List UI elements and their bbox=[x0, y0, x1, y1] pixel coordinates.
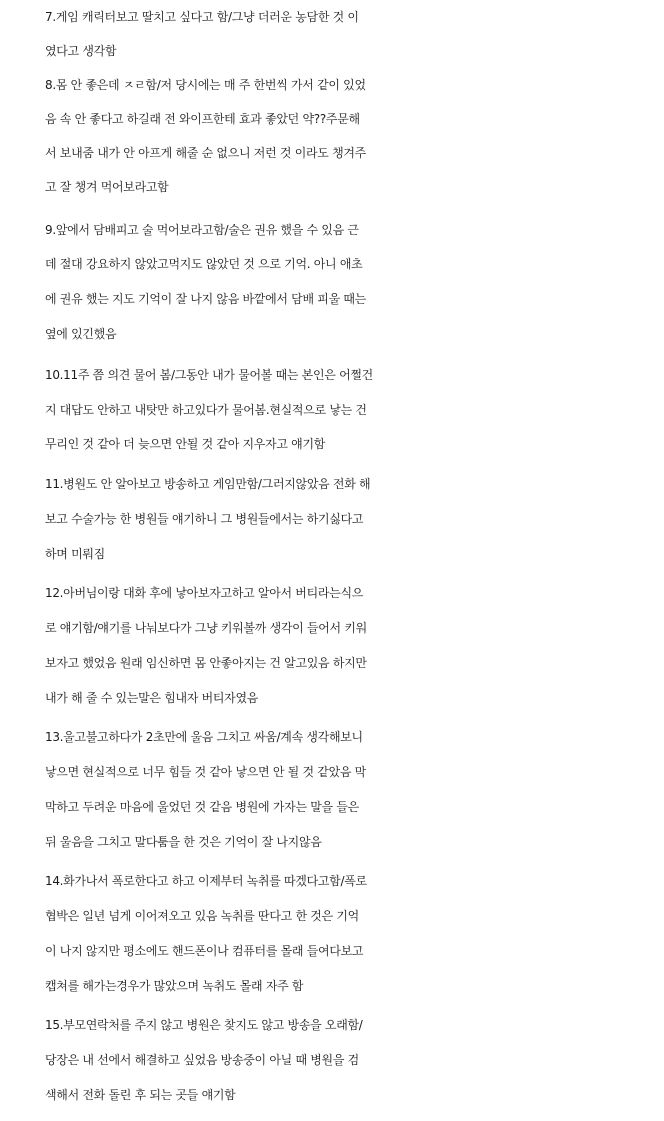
text-line: 8.몸 안 좋은데 ㅈㄹ함/저 당시에는 매 주 한번씩 가서 같이 있었 bbox=[45, 78, 366, 92]
text-line: 서 보내줌 내가 안 아프게 해줄 순 없으니 저런 것 이라도 챙겨주 bbox=[45, 146, 366, 160]
text-line: 10.11주 쯤 의견 물어 봄/그동안 내가 물어볼 때는 본인은 어쩔건 bbox=[45, 368, 373, 382]
text-line: 이 나지 않지만 평소에도 핸드폰이나 컴퓨터를 몰래 들여다보고 bbox=[45, 944, 364, 958]
text-line: 지 대답도 안하고 내탓만 하고있다가 물어봄.현실적으로 낳는 건 bbox=[45, 403, 367, 417]
text-line: 낳으면 현실적으로 너무 힘들 것 같아 낳으면 안 될 것 같았음 막 bbox=[45, 765, 366, 779]
text-line: 13.울고불고하다가 2초만에 울음 그치고 싸움/계속 생각해보니 bbox=[45, 730, 363, 744]
text-line: 15.부모연락처를 주지 않고 병원은 찾지도 않고 방송을 오래함/ bbox=[45, 1018, 363, 1032]
text-line: 막하고 두려운 마음에 울었던 것 같음 병원에 가자는 말을 들은 bbox=[45, 800, 359, 814]
text-line: 무리인 것 같아 더 늦으면 안될 것 같아 지우자고 얘기함 bbox=[45, 437, 326, 451]
text-line: 내가 해 줄 수 있는말은 힘내자 버티자였음 bbox=[45, 691, 259, 705]
text-line: 였다고 생각함 bbox=[45, 44, 117, 58]
text-line: 로 얘기함/얘기를 나눠보다가 그냥 키워볼까 생각이 들어서 키워 bbox=[45, 621, 367, 635]
text-line: 보고 수술가능 한 병원들 얘기하니 그 병원들에서는 하기싫다고 bbox=[45, 512, 364, 526]
text-line: 고 잘 챙겨 먹어보라고함 bbox=[45, 180, 169, 194]
text-line: 에 권유 했는 지도 기억이 잘 나지 않음 바깥에서 담배 피울 때는 bbox=[45, 292, 366, 306]
text-line: 7.게임 캐릭터보고 딸치고 싶다고 함/그냥 더러운 농담한 것 이 bbox=[45, 10, 359, 24]
text-line: 옆에 있긴했음 bbox=[45, 327, 117, 341]
text-line: 보자고 했었음 원래 임신하면 몸 안좋아지는 건 알고있음 하지만 bbox=[45, 656, 367, 670]
text-line: 12.아버님이랑 대화 후에 낳아보자고하고 알아서 버티라는식으 bbox=[45, 586, 364, 600]
text-line: 하며 미뤄짐 bbox=[45, 547, 105, 561]
text-line: 9.앞에서 담배피고 술 먹어보라고함/술은 권유 했을 수 있음 근 bbox=[45, 223, 359, 237]
text-line: 14.화가나서 폭로한다고 하고 이제부터 녹취를 따겠다고함/폭로 bbox=[45, 874, 367, 888]
text-line: 음 속 안 좋다고 하길래 전 와이프한테 효과 좋았던 약??주문해 bbox=[45, 112, 360, 126]
text-line: 뒤 울음을 그치고 말다툼을 한 것은 기억이 잘 나지않음 bbox=[45, 835, 322, 849]
text-line: 데 절대 강요하지 않았고먹지도 않았던 것 으로 기억. 아니 애초 bbox=[45, 257, 363, 271]
text-line: 협박은 일년 넘게 이어져오고 있음 녹취를 딴다고 한 것은 기억 bbox=[45, 909, 359, 923]
text-line: 캡쳐를 해가는경우가 많았으며 녹취도 몰래 자주 함 bbox=[45, 979, 304, 993]
text-line: 11.병원도 안 알아보고 방송하고 게임만함/그러지않았음 전화 해 bbox=[45, 477, 371, 491]
text-line: 당장은 내 선에서 해결하고 싶었음 방송중이 아닐 때 병원을 검 bbox=[45, 1053, 359, 1067]
text-line: 색해서 전화 돌린 후 되는 곳들 얘기함 bbox=[45, 1088, 236, 1102]
